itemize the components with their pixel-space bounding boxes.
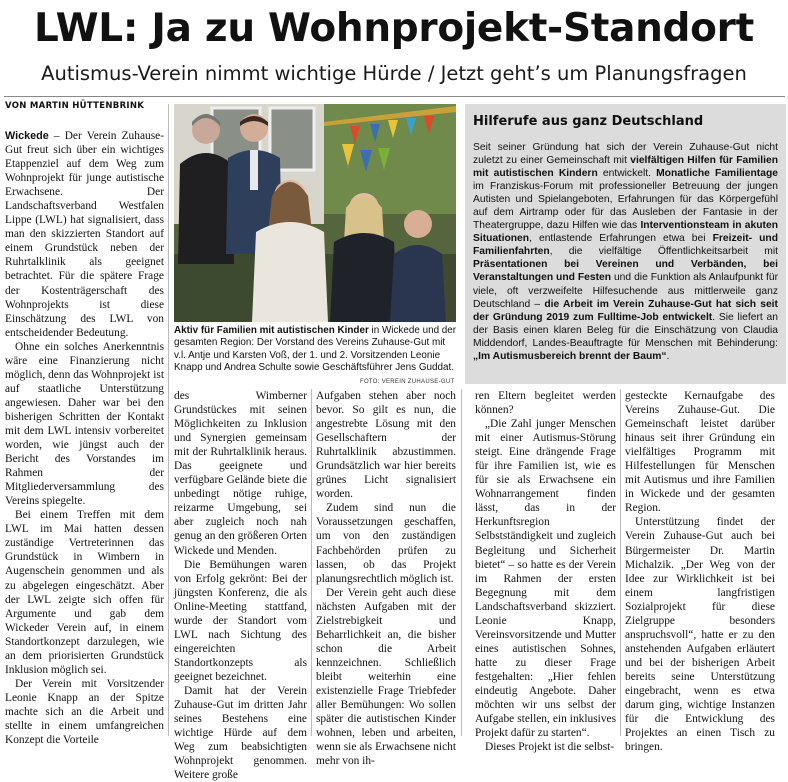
column-divider — [311, 389, 312, 736]
box-text-run: . Sie liefert an der Basis einen klaren Beleg für die Einschätzung von Claudia Middendorf, Landes-Beauftragte für Menschen mit Behinderung: — [473, 311, 778, 349]
paragraph: „Die Zahl junger Menschen mit einer Autismus-Störung steigt. Eine drängende Frage für ihre Familien ist, wie es für sie als Erwachsene ein Wohnarrangement finden lässt, das in der Herkunftsregion Selbstständigkeit und zugleich Begleitung und Sicherheit bietet“ – so hatte es der Verein im Rahmen der ersten Begegnung mit dem Landschaftsverband skizziert. Leonie Knapp, Vereinsvorsitzende und Mutter eines autistischen Sohnes, hatte zu dieser Frage festgehalten: „Hier fehlen eindeutig Angebote. Daher möchten wir uns selbst der Aufgabe stellen, ein inklusives Projekt dafür zu starten“. — [475, 418, 616, 740]
photo-credit: FOTO: VEREIN ZUHAUSE-GUT — [360, 379, 455, 385]
dateline: Wickede — [5, 130, 49, 142]
byline: VON MARTIN HÜTTENBRINK — [5, 101, 145, 111]
article-column-4 — [475, 389, 616, 754]
paragraph: Dieses Projekt ist die selbst- — [485, 741, 615, 754]
column-divider — [461, 389, 462, 736]
box-text-run: . — [666, 350, 670, 362]
box-bold-run: Interventionsteam in akuten Situationen — [473, 220, 778, 245]
box-bold-run: die Arbeit im Verein Zuhause-Gut hat sich seit der Gründung 2019 zum Fulltime-Job entwickelt — [473, 298, 778, 323]
box-bold-run: Präsentationen bei Vereinen und Verbänden, bei Veranstaltungen und Festen — [473, 259, 778, 284]
paragraph: Der Verein geht auch diese nächsten Aufgaben mit der Zielstrebigkeit und Beharrlichkeit an, die bisher schon die Arbeit kennzeichnen. Schließlich bleibt weiterhin eine existenzielle Frage Triebfeder aller Bemühungen: Wo sollen später die autistischen Kinder wohnen, leben und arbeiten, wenn sie als Erwachsene nicht mehr von ih- — [316, 586, 456, 768]
paragraph: Damit hat der Verein Zuhause-Gut im dritten Jahr seines Bestehens eine wichtige Hürde auf dem Weg zum beabsichtigten Wohnprojekt genommen. Weitere große — [174, 684, 307, 782]
paragraph: Der Verein mit Vorsitzender Leonie Knapp an der Spitze machte sich an die Arbeit und stellte in einem umfangreichen Konzept die Vorteile — [5, 677, 164, 747]
article-column-2 — [174, 389, 307, 782]
header-rule — [4, 96, 785, 97]
box-text-run: , die vielfältige Öffentlichkeitsarbeit mit — [549, 246, 778, 258]
column-divider — [168, 104, 169, 736]
box-bold-run: Monatliche Familientage — [656, 168, 778, 180]
paragraph — [5, 129, 164, 340]
box-text-run: , entlastende Erfahrungen etwa bei — [529, 233, 713, 245]
paragraph: Aufgaben stehen aber noch bevor. So gilt es nun, die angestrebte Lösung mit den Gesellschaftern der Ruhrtalklinik abzustimmen. Grundsätzlich war hier bereits grünes Licht signalisiert worden. — [316, 390, 456, 501]
paragraph: des Wimberner Grundstückes mit seinen Möglichkeiten zu Inklusion und Synergien gemeinsam mit der Ruhrtalklinik heraus. Das geeignete und verfügbare Gelände biete die unbedingt nötige ruhige, reizarme Umgebung, sei aber zugleich noch nah genug an den größeren Orten Wickede und Menden. — [174, 390, 307, 557]
box-bold-run: vielfältigen Hilfen für Familien mit autistischen Kindern — [473, 155, 778, 180]
column-divider — [620, 389, 621, 736]
paragraph: Die Bemühungen waren von Erfolg gekrönt: Bei der jüngsten Konferenz, die als Online-Meeting stattfand, wurde der Standort vom LWL nach Sichtung des eingereichten Standortkonzepts als geeignet bezeichnet. — [174, 558, 307, 683]
info-box-title: Hilferufe aus ganz Deutschland — [473, 114, 704, 129]
box-bold-run: Freizeit- und Familienfahrten — [473, 233, 778, 258]
info-box-text — [473, 141, 778, 363]
paragraph: Zudem sind nun die Voraussetzungen geschaffen, um von den zuständigen Fachbehörden prüfen zu lassen, ob das Projekt planungsrechtlich möglich ist. — [316, 502, 456, 585]
paragraph: Ohne ein solches Anerkenntnis wäre eine Finanzierung nicht möglich, denn das Wohnprojekt ist auf staatliche Unterstützung angewiesen. Daher war bei den bisherigen Schritten der Kontakt mit dem LWL intensiv vorbereitet worden, wie jüngst auch der Bericht des Vorstandes im Rahmen der Mitgliederversammlung des Vereins spiegelte. — [5, 340, 164, 508]
paragraph: ren Eltern begleitet werden können? — [475, 390, 616, 417]
group-photo-illustration — [174, 104, 456, 322]
caption-bold: Aktiv für Familien mit autistischen Kinder — [174, 325, 369, 336]
paragraph: gesteckte Kernaufgabe des Vereins Zuhause-Gut. Die Gemeinschaft leistet darüber hinaus seit ihrer Gründung ein vielfältiges Programm mit Hilfestellungen für Menschen mit Autismus und ihre Familien in Wickede und der gesamten Region. — [625, 390, 775, 515]
article-column-5 — [625, 389, 775, 754]
box-bold-run: „Im Autismusbereich brennt der Baum“ — [473, 350, 667, 362]
paragraph-text: – Der Verein Zuhause-Gut freut sich über ein wichtiges Etappenziel auf dem Weg zum Wohnprojekt für junge autistische Erwachsene. Der Landschaftsverband Westfalen Lippe (LWL) hat signalisiert, dass man den skizzierten Standort auf einem Grundstück neben der Ruhrtalklinik als geeignet betrachtet. Für die spätere Frage der Kostenträgerschaft des Wohnprojekts ist diese Einschätzung des LWL von entscheidender Bedeutung. — [5, 130, 164, 339]
caption-text: in Wickede und der gesamten Region: Der Vorstand des Vereins Zuhause-Gut mit v.l. Antje und Karsten Voß, der 1. und 2. Vorsitzenden Leonie Knapp und Andrea Schulte sowie Geschäftsführer Jens Guddat. — [174, 325, 457, 373]
subheadline: Autismus-Verein nimmt wichtige Hürde / Jetzt geht’s um Planungsfragen — [41, 62, 747, 85]
article-column-1 — [5, 129, 164, 747]
article-column-3 — [316, 389, 456, 768]
box-text-run: Seit seiner Gründung hat sich der Verein Zuhause-Gut nicht zuletzt zu einer Gemeinschaft mit — [473, 142, 778, 167]
photo-caption — [174, 325, 458, 374]
article-photo — [174, 104, 456, 322]
headline: LWL: Ja zu Wohnprojekt-Standort — [34, 6, 754, 51]
box-text-run: entwickelt. — [597, 168, 657, 180]
paragraph: Bei einem Treffen mit dem LWL im Mai hatten dessen zuständige Vertreterinnen das Grundstück in Wimbern in Augenschein genommen und als zu abgelegen eingeschätzt. Aber der LWL zeigte sich offen für Argumente und gab dem Wickeder Verein auf, in einem Standortkonzept darzulegen, wie an dem priorisierten Grundstück Inklusion möglich sei. — [5, 509, 164, 676]
box-text-run: und die Funktion als Anlaufpunkt für viele, oft verzweifelte Hilfesuchende aus mittlerweile ganz Deutschland – — [473, 272, 779, 310]
box-text-run: im Franziskus-Forum mit professioneller Betreuung der jungen Autisten und Spielangeboten, Erfahrungen für das Körpergefühl auf dem Airtramp oder für das Ausleben der Fantasie in der Theatergruppe, dazu Hilfen wie das — [473, 181, 778, 232]
paragraph: Unterstützung findet der Verein Zuhause-Gut auch bei Bürgermeister Dr. Martin Michalzik. „Der Weg von der Idee zur Wirklichkeit ist bei einem langfristigen Sozialprojekt für diese Zielgruppe besonders anspruchsvoll“, hatte er zu den anstehenden Aufgaben erläutert und bei der bisherigen Arbeit bereits seine Unterstützung eingebracht, wenn es etwa darum ging, wichtige Instanzen für die Entwicklung des Projektes an einen Tisch zu bringen. — [625, 516, 775, 754]
